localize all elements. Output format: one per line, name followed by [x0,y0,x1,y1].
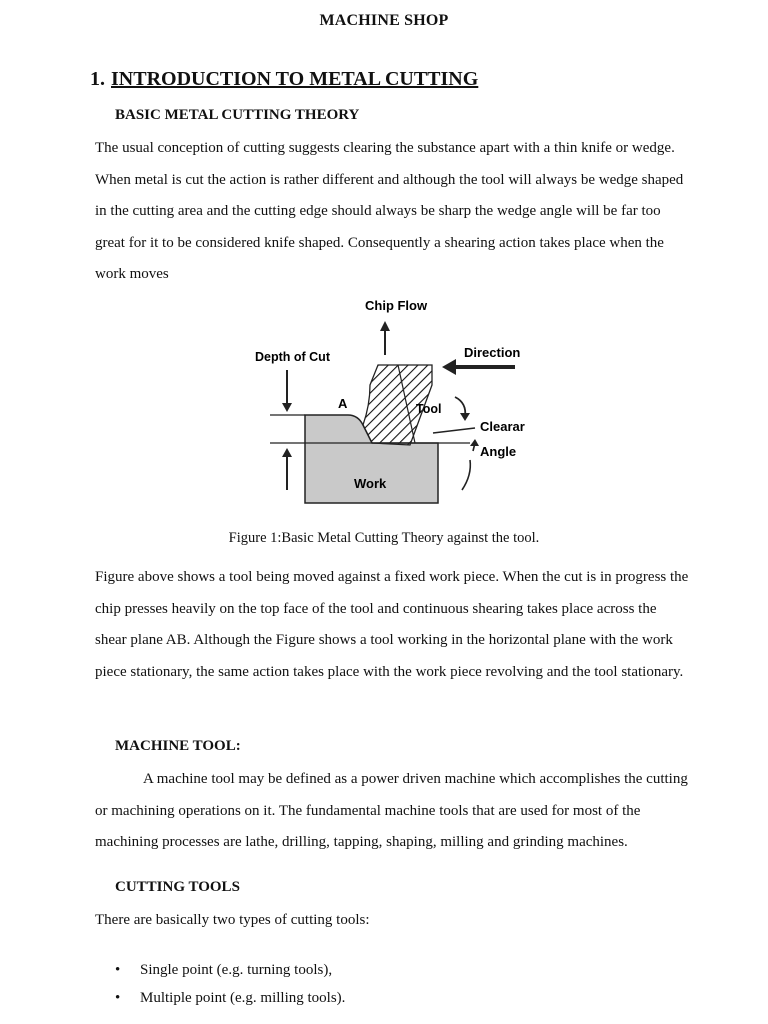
page-header: MACHINE SHOP [319,12,449,29]
section-number: 1. [90,68,105,90]
direction-label: Direction [464,345,521,360]
chip-flow-label: Chip Flow [365,298,428,313]
cutting-tools-list [115,956,345,1012]
list-item-text: Multiple point (e.g. milling tools). [140,990,346,1006]
depth-of-cut-label: Depth of Cut [255,350,330,364]
bullet-icon: • [115,990,121,1006]
cutting-tools-heading: CUTTING TOOLS [115,879,240,895]
bullet-icon: • [115,962,121,978]
clearance-label: Clearar [480,419,525,434]
section-title-text: INTRODUCTION TO METAL CUTTING [111,68,479,90]
work-label: Work [354,476,387,491]
basic-theory-heading: BASIC METAL CUTTING THEORY [115,107,360,123]
section-title [90,68,478,91]
basic-theory-paragraph: The usual conception of cutting suggests clearing the substance apart with a thin knife or wedge. When metal is cut the action is rather different and although the tool will always be wedge shaped in the cutting area and the cutting edge should always be sharp the wedge angle will be far too great for it to be considered knife shaped. Consequently a shearing action takes place when the work moves [95,140,684,282]
machine-tool-heading: MACHINE TOOL: [115,738,241,754]
figure-caption: Figure 1:Basic Metal Cutting Theory against the tool. [228,530,540,546]
machine-tool-paragraph: A machine tool may be defined as a power driven machine which accomplishes the cutting or machining operations on it. The fundamental machine tools that are used for most of the machining processes are lathe, drilling, tapping, shaping, milling and grinding machines. [95,771,688,850]
angle-label: Angle [480,444,517,459]
list-item [115,984,345,1012]
figure-paragraph: Figure above shows a tool being moved against a fixed work piece. When the cut is in progress the chip presses heavily on the top face of the tool and continuous shearing takes place across the shear plane AB. Although the Figure shows a tool working in the horizontal plane with the work piece stationary, the same action takes place with the work piece revolving and the tool stationary. [95,569,689,680]
list-item-text: Single point (e.g. turning tools), [140,962,333,978]
list-item [115,956,345,984]
cutting-tools-intro: There are basically two types of cutting tools: [95,912,370,928]
point-a-label: A [338,396,348,411]
tool-label: Tool [416,402,442,416]
cutting-diagram [230,285,550,505]
